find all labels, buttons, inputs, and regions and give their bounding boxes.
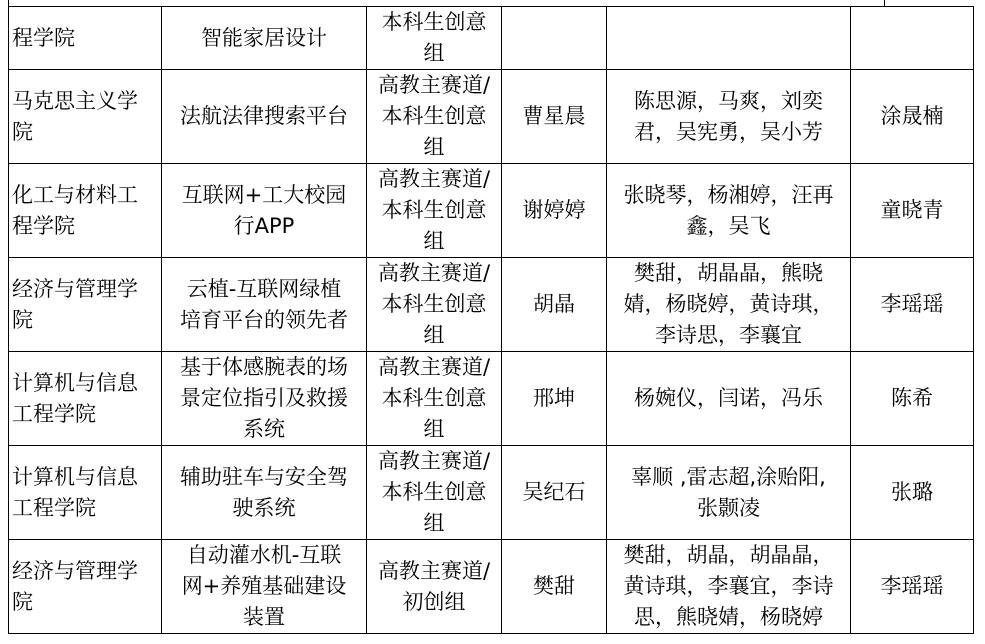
cell-track: 高教主赛道/ 本科生创意 组 bbox=[367, 258, 502, 352]
cell-leader: 樊甜 bbox=[502, 540, 607, 634]
table-row bbox=[9, 352, 974, 446]
cell-project: 互联网+工大校园 行APP bbox=[162, 164, 367, 258]
cell-advisor: 涂晟楠 bbox=[851, 70, 974, 164]
project-table bbox=[8, 6, 974, 634]
cell-project: 云植-互联网绿植 培育平台的领先者 bbox=[162, 258, 367, 352]
cell-advisor: 陈希 bbox=[851, 352, 974, 446]
table-row bbox=[9, 446, 974, 540]
table-row bbox=[9, 70, 974, 164]
cell-college: 经济与管理学 院 bbox=[9, 258, 162, 352]
cell-members bbox=[607, 7, 851, 70]
cell-advisor bbox=[851, 7, 974, 70]
cell-leader: 吴纪石 bbox=[502, 446, 607, 540]
cell-members: 张晓琴，杨湘婷，汪再 鑫，吴飞 bbox=[607, 164, 851, 258]
cell-track: 高教主赛道/ 本科生创意 组 bbox=[367, 352, 502, 446]
cell-members: 杨婉仪，闫诺，冯乐 bbox=[607, 352, 851, 446]
cell-college: 计算机与信息 工程学院 bbox=[9, 352, 162, 446]
cell-college: 马克思主义学 院 bbox=[9, 70, 162, 164]
cell-college: 经济与管理学 院 bbox=[9, 540, 162, 634]
cell-members: 陈思源，马爽，刘奕 君，吴宪勇，吴小芳 bbox=[607, 70, 851, 164]
cell-leader: 曹星晨 bbox=[502, 70, 607, 164]
cell-project: 智能家居设计 bbox=[162, 7, 367, 70]
cell-leader: 胡晶 bbox=[502, 258, 607, 352]
cell-project: 法航法律搜索平台 bbox=[162, 70, 367, 164]
table-row bbox=[9, 7, 974, 70]
cell-leader bbox=[502, 7, 607, 70]
cell-project: 自动灌水机-互联 网+养殖基础建设 装置 bbox=[162, 540, 367, 634]
cell-members: 樊甜，胡晶，胡晶晶， 黄诗琪，李襄宜，李诗 思，熊晓婧，杨晓婷 bbox=[607, 540, 851, 634]
cell-advisor: 李瑶瑶 bbox=[851, 540, 974, 634]
cell-college: 化工与材料工 程学院 bbox=[9, 164, 162, 258]
cell-track: 高教主赛道/ 初创组 bbox=[367, 540, 502, 634]
cell-project: 基于体感腕表的场 景定位指引及救援 系统 bbox=[162, 352, 367, 446]
cell-advisor: 童晓青 bbox=[851, 164, 974, 258]
table-row bbox=[9, 164, 974, 258]
cell-advisor: 李瑶瑶 bbox=[851, 258, 974, 352]
cell-track: 本科生创意 组 bbox=[367, 7, 502, 70]
cell-members: 樊甜，胡晶晶，熊晓 婧，杨晓婷，黄诗琪， 李诗思，李襄宜 bbox=[607, 258, 851, 352]
cell-track: 高教主赛道/ 本科生创意 组 bbox=[367, 446, 502, 540]
cell-leader: 谢婷婷 bbox=[502, 164, 607, 258]
cell-leader: 邢坤 bbox=[502, 352, 607, 446]
cell-track: 高教主赛道/ 本科生创意 组 bbox=[367, 164, 502, 258]
cell-college: 计算机与信息 工程学院 bbox=[9, 446, 162, 540]
cell-advisor: 张璐 bbox=[851, 446, 974, 540]
cell-college: 程学院 bbox=[9, 7, 162, 70]
table-row bbox=[9, 540, 974, 634]
cell-project: 辅助驻车与安全驾 驶系统 bbox=[162, 446, 367, 540]
table-row bbox=[9, 258, 974, 352]
cell-track: 高教主赛道/ 本科生创意 组 bbox=[367, 70, 502, 164]
cell-members: 辜顺 ,雷志超,涂贻阳, 张颢凌 bbox=[607, 446, 851, 540]
